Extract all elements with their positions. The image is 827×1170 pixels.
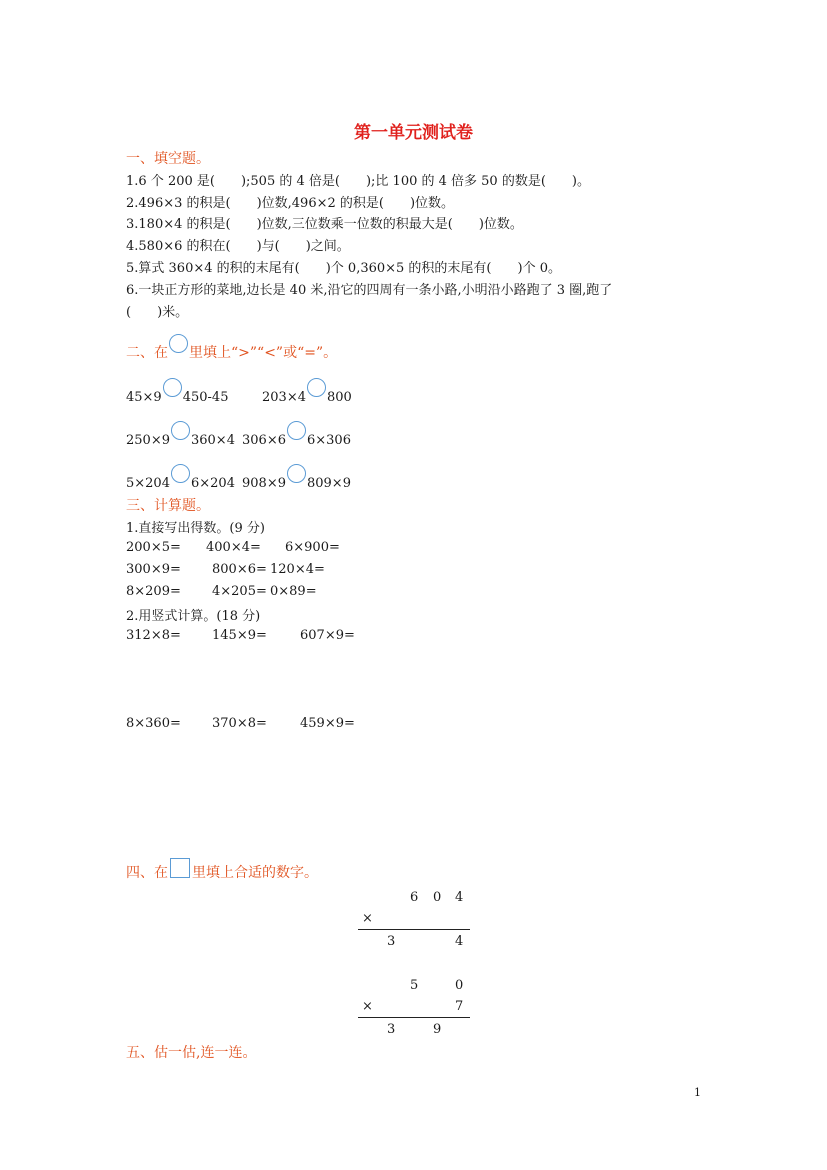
- compare-left: 45×9: [126, 390, 162, 405]
- vertical-item: 607×9=: [300, 628, 355, 643]
- compare-left: 203×4: [262, 390, 306, 405]
- vertical-item: 312×8=: [126, 628, 181, 643]
- oral-item: 4×205=: [212, 584, 267, 599]
- puzzle-digit: 4: [455, 890, 464, 905]
- compare-circle[interactable]: [171, 421, 190, 440]
- fill-item-1: 1.6 个 200 是( );505 的 4 倍是( );比 100 的 4 倍多 50 的数是( )。: [126, 174, 590, 189]
- compare-circle[interactable]: [287, 464, 306, 483]
- section1-heading: 一、填空题。: [126, 151, 210, 167]
- compare-circle[interactable]: [307, 378, 326, 397]
- compare-right: 809×9: [306, 476, 351, 491]
- oral-item: 400×4=: [206, 540, 261, 555]
- oral-item: 6×900=: [285, 540, 340, 555]
- blank-circle-icon: [169, 334, 188, 353]
- result-line: [358, 1017, 470, 1018]
- puzzle-digit: 3: [387, 934, 396, 949]
- oral-item: 200×5=: [126, 540, 181, 555]
- fill-item-6-cont: ( )米。: [126, 305, 189, 320]
- compare-right: 6×204: [190, 476, 235, 491]
- puzzle-digit: 0: [433, 890, 442, 905]
- vertical-item: 8×360=: [126, 716, 181, 731]
- fill-item-4: 4.580×6 的积在( )与( )之间。: [126, 239, 350, 254]
- compare-left: 250×9: [126, 433, 170, 448]
- section5-heading: 五、估一估,连一连。: [126, 1045, 257, 1061]
- compare-left: 5×204: [126, 476, 170, 491]
- section4-heading-pre: 四、在: [126, 865, 168, 881]
- fill-item-6: 6.一块正方形的菜地,边长是 40 米,沿它的四周有一条小路,小明沿小路跑了 3 圈,跑了: [126, 283, 613, 298]
- times-sign: ×: [362, 911, 373, 926]
- puzzle-digit: 6: [410, 890, 419, 905]
- section3-heading: 三、计算题。: [126, 498, 210, 514]
- times-sign: ×: [362, 999, 373, 1014]
- fill-item-2: 2.496×3 的积是( )位数,496×2 的积是( )位数。: [126, 196, 455, 211]
- compare-left: 908×9: [242, 476, 286, 491]
- puzzle-digit: 3: [387, 1022, 396, 1037]
- oral-item: 300×9=: [126, 562, 181, 577]
- compare-circle[interactable]: [287, 421, 306, 440]
- section4-heading: [126, 858, 318, 882]
- section2-heading: [126, 334, 337, 362]
- fill-item-5: 5.算式 360×4 的积的末尾有( )个 0,360×5 的积的末尾有( )个 0。: [126, 261, 561, 276]
- section4-heading-post: 里填上合适的数字。: [192, 865, 318, 881]
- compare-left: 306×6: [242, 433, 286, 448]
- oral-item: 0×89=: [270, 584, 317, 599]
- section3-sub2: 2.用竖式计算。(18 分): [126, 609, 261, 624]
- vertical-item: 370×8=: [212, 716, 267, 731]
- page-number: 1: [694, 1086, 701, 1099]
- compare-row-3-b: [242, 464, 351, 491]
- vertical-item: 145×9=: [212, 628, 267, 643]
- puzzle-digit: 9: [433, 1022, 442, 1037]
- vertical-item: 459×9=: [300, 716, 355, 731]
- compare-row-3-a: [126, 464, 235, 491]
- compare-circle[interactable]: [171, 464, 190, 483]
- section2-heading-post: 里填上“>”“<”或“=”。: [189, 345, 338, 361]
- fill-item-3: 3.180×4 的积是( )位数,三位数乘一位数的积最大是( )位数。: [126, 217, 523, 232]
- compare-right: 6×306: [306, 433, 351, 448]
- oral-item: 120×4=: [270, 562, 325, 577]
- section3-sub1: 1.直接写出得数。(9 分): [126, 521, 265, 536]
- puzzle-digit: 7: [455, 999, 464, 1014]
- oral-item: 800×6=: [212, 562, 267, 577]
- puzzle-digit: 5: [410, 978, 419, 993]
- puzzle-digit: 0: [455, 978, 464, 993]
- blank-square-icon: [170, 858, 190, 878]
- compare-right: 360×4: [190, 433, 235, 448]
- section2-heading-pre: 二、在: [126, 345, 168, 361]
- compare-row-2-a: [126, 421, 235, 448]
- compare-circle[interactable]: [163, 378, 182, 397]
- compare-right: 450-45: [182, 390, 229, 405]
- result-line: [358, 929, 470, 930]
- compare-right: 800: [326, 390, 352, 405]
- puzzle-digit: 4: [455, 934, 464, 949]
- compare-row-1-b: [262, 378, 352, 405]
- compare-row-2-b: [242, 421, 351, 448]
- page-title: 第一单元测试卷: [354, 123, 473, 143]
- oral-item: 8×209=: [126, 584, 181, 599]
- compare-row-1-a: [126, 378, 228, 405]
